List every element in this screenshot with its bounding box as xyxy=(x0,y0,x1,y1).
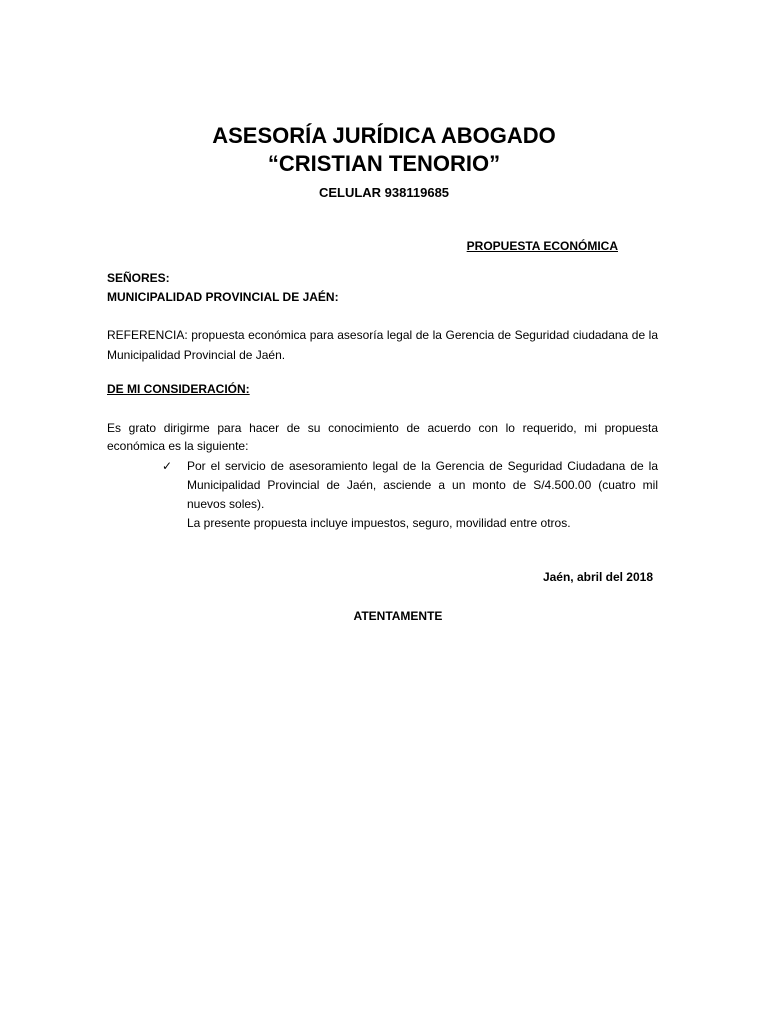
bullet-text: Por el servicio de asesoramiento legal de la Gerencia de Seguridad Ciudadana de la Municipalidad Provincial de Jaén, asciende a un monto de S/4.500.00 (cuatro mil nuevos soles). xyxy=(187,459,658,511)
addressee-line-2: MUNICIPALIDAD PROVINCIAL DE JAÉN: xyxy=(107,290,339,304)
intro-paragraph: Es grato dirigirme para hacer de su conocimiento de acuerdo con lo requerido, mi propuesta económica es la siguiente: xyxy=(107,421,658,453)
consideration-heading: DE MI CONSIDERACIÓN: xyxy=(107,382,250,396)
firm-title: ASESORÍA JURÍDICA ABOGADO xyxy=(212,123,556,148)
reference-paragraph: REFERENCIA: propuesta económica para asesoría legal de la Gerencia de Seguridad ciudadana de la Municipalidad Provincial de Jaén. xyxy=(107,328,658,362)
lawyer-name: “CRISTIAN TENORIO” xyxy=(267,151,501,176)
proposal-heading: PROPUESTA ECONÓMICA xyxy=(466,239,618,253)
closing-salutation: ATENTAMENTE xyxy=(353,609,443,623)
bullet-extra-text: La presente propuesta incluye impuestos, seguro, movilidad entre otros. xyxy=(187,516,571,530)
bullet-text-block xyxy=(187,457,658,533)
check-icon: ✓ xyxy=(162,459,173,473)
phone-number: CELULAR 938119685 xyxy=(318,185,450,200)
letter-date: Jaén, abril del 2018 xyxy=(542,570,653,584)
addressee-block xyxy=(107,269,339,307)
addressee-line-1: SEÑORES: xyxy=(107,271,170,285)
